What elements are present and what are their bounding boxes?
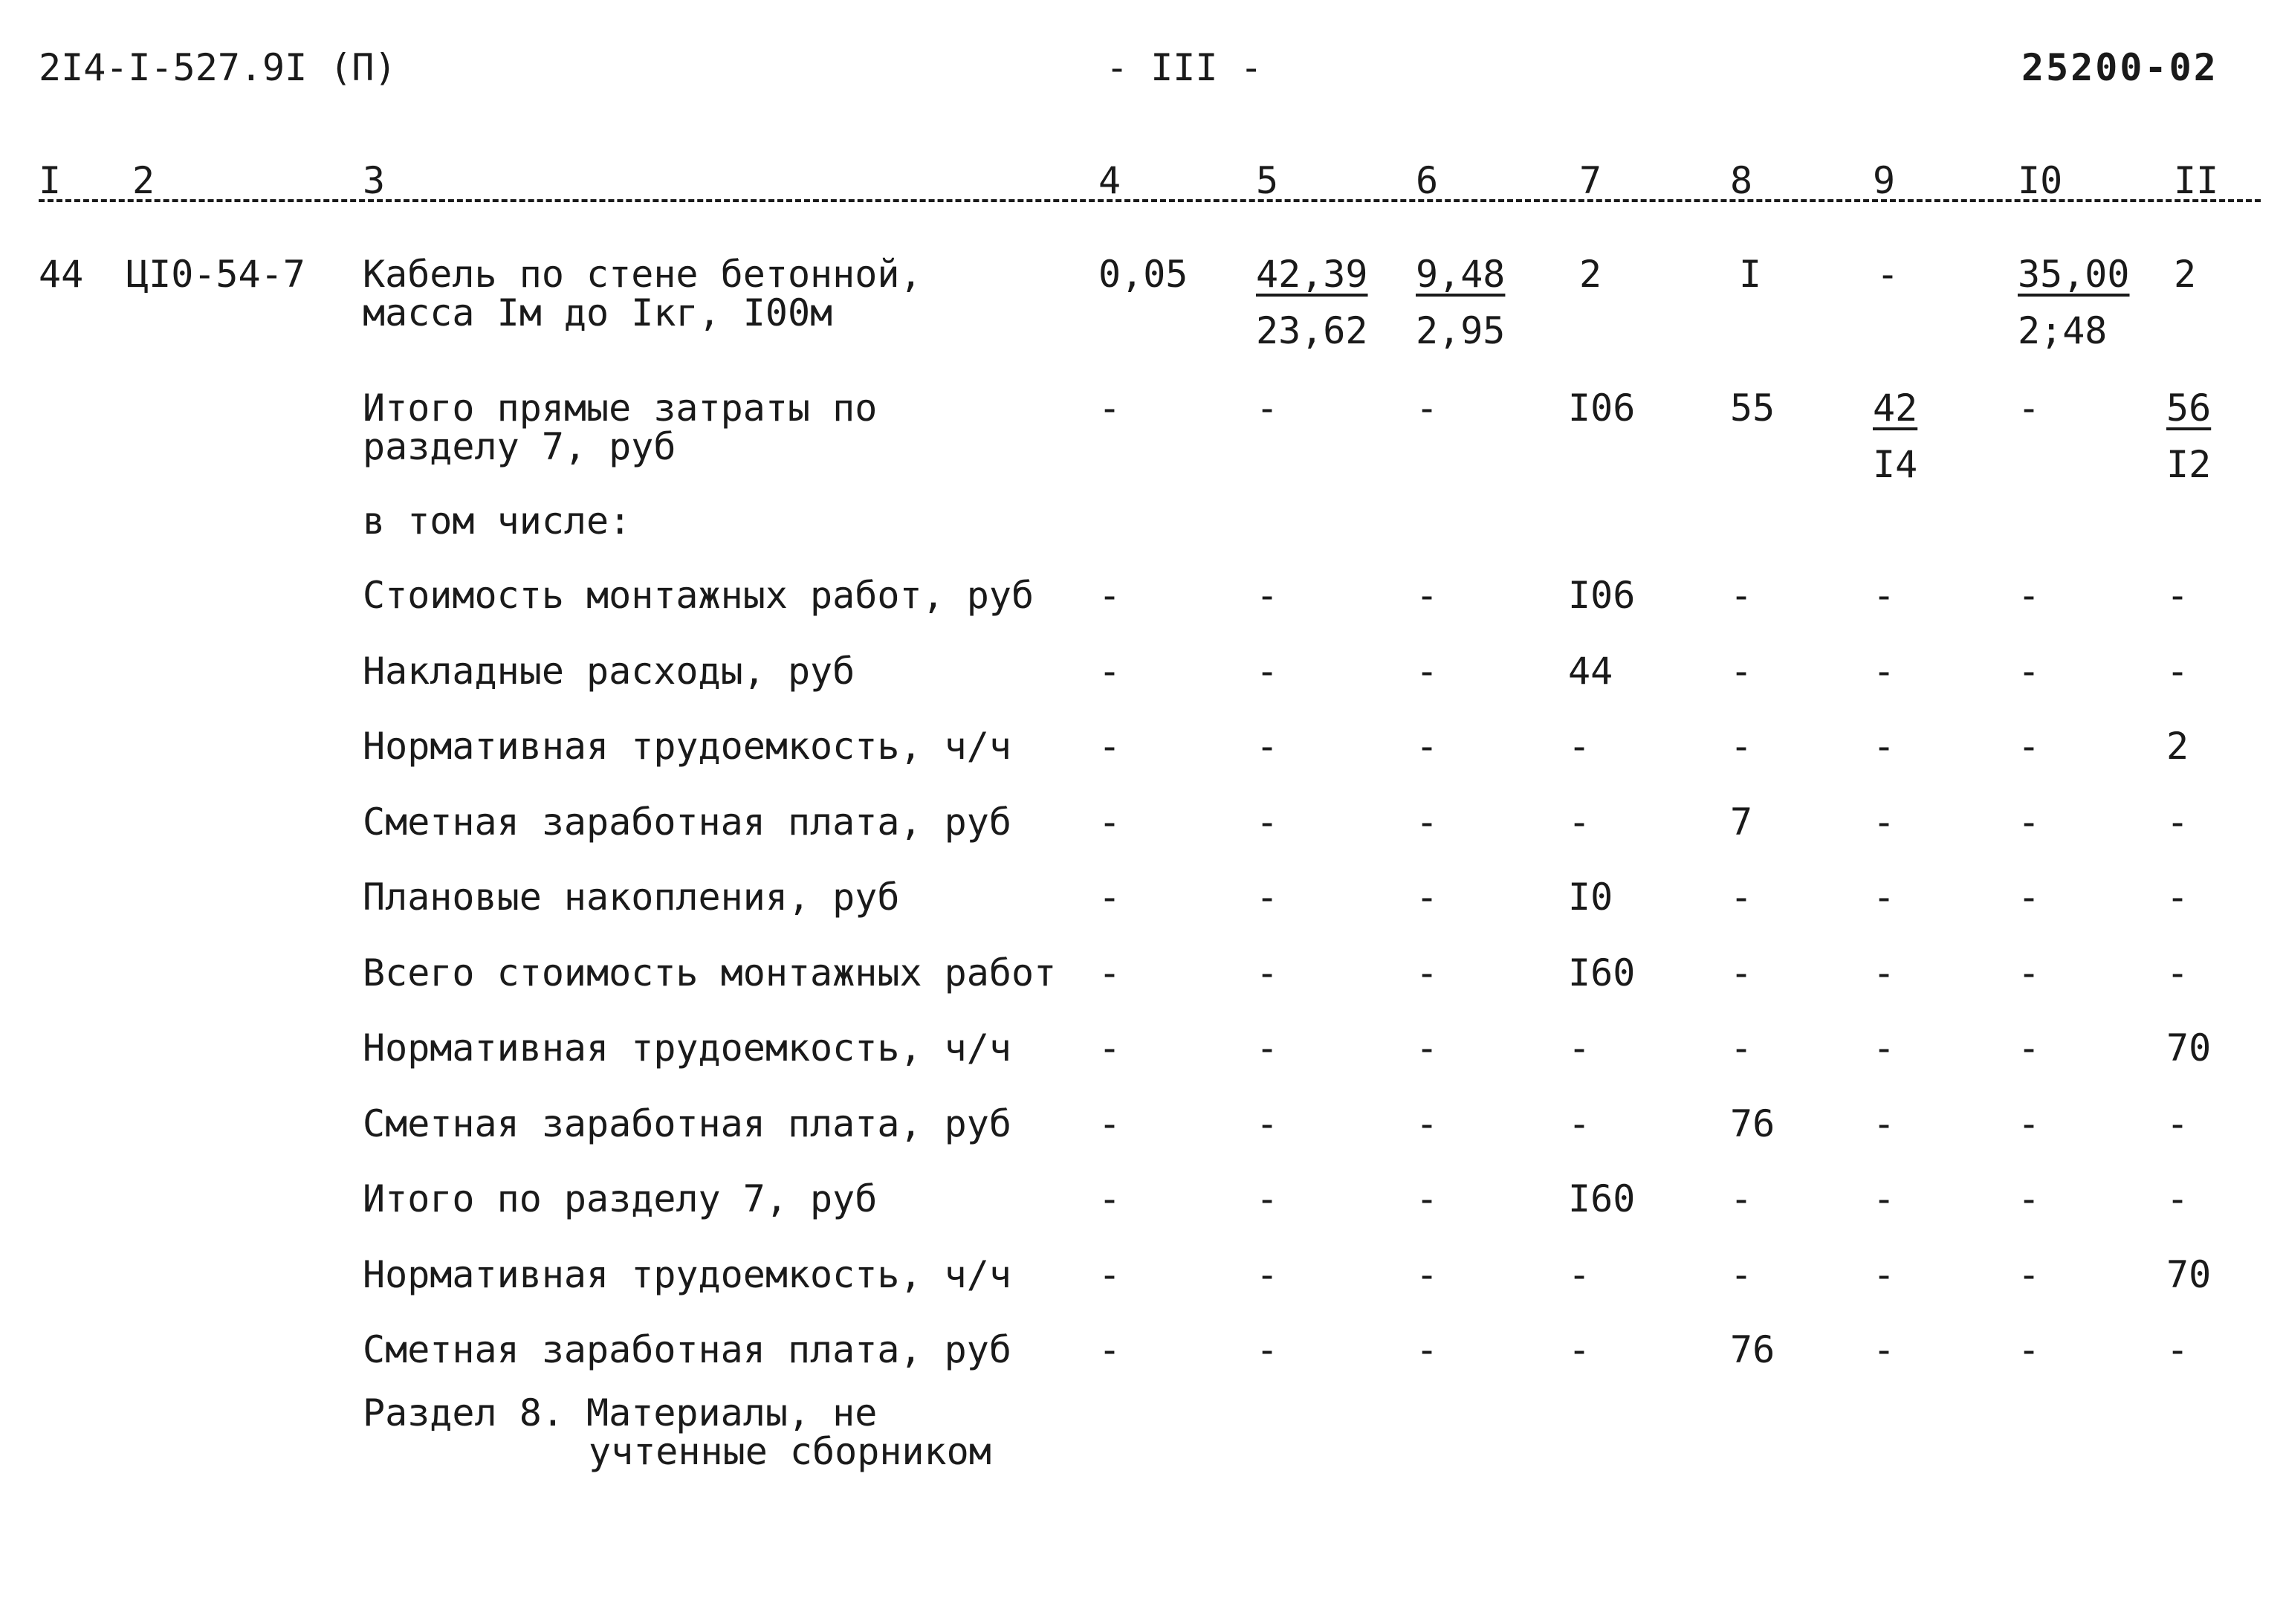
section-8-line1: Раздел 8. Материалы, не xyxy=(363,1391,878,1434)
total-direct-c10: - xyxy=(2018,386,2041,430)
item-c10-bottom: 2;48 xyxy=(2018,309,2108,352)
row-cell-c8: - xyxy=(1730,725,1753,768)
row-cell-c11: - xyxy=(2166,1177,2189,1220)
row-cell-c6: - xyxy=(1416,1177,1439,1220)
row-cell-c6: - xyxy=(1416,876,1439,919)
row-cell-c10: - xyxy=(2018,951,2041,994)
row-cell-c7: - xyxy=(1568,1102,1591,1145)
row-cell-c5: - xyxy=(1256,1102,1279,1145)
row-label: Нормативная трудоемкость, ч/ч xyxy=(363,725,1011,768)
row-cell-c6: - xyxy=(1416,1026,1439,1070)
item-c10-top: 35,00 xyxy=(2018,253,2130,296)
row-label: Накладные расходы, руб xyxy=(363,650,855,693)
row-cell-c5: - xyxy=(1256,1177,1279,1220)
row-cell-c4: - xyxy=(1098,1253,1121,1296)
row-cell-c10: - xyxy=(2018,650,2041,693)
page-number: - III - xyxy=(1106,46,1263,89)
row-cell-c6: - xyxy=(1416,1328,1439,1371)
item-code: ЦI0-54-7 xyxy=(126,253,305,296)
row-cell-c4: - xyxy=(1098,725,1121,768)
row-cell-c8: - xyxy=(1730,1253,1753,1296)
row-cell-c8: - xyxy=(1730,650,1753,693)
row-cell-c11: - xyxy=(2166,951,2189,994)
row-cell-c5: - xyxy=(1256,800,1279,844)
row-cell-c8: - xyxy=(1730,876,1753,919)
row-cell-c11: 70 xyxy=(2166,1253,2212,1296)
row-cell-c7: I06 xyxy=(1568,574,1636,617)
row-cell-c7: I0 xyxy=(1568,876,1613,919)
row-cell-c4: - xyxy=(1098,650,1121,693)
row-label: Стоимость монтажных работ, руб xyxy=(363,574,1034,617)
total-direct-c6: - xyxy=(1416,386,1439,430)
col-header-7: 7 xyxy=(1579,159,1602,202)
row-cell-c7: I60 xyxy=(1568,1177,1636,1220)
row-cell-c10: - xyxy=(2018,800,2041,844)
archive-stamp: 25200-02 xyxy=(2021,46,2218,89)
row-cell-c9: - xyxy=(1873,725,1896,768)
row-label: Сметная заработная плата, руб xyxy=(363,800,1011,844)
row-cell-c6: - xyxy=(1416,1253,1439,1296)
col-header-3: 3 xyxy=(363,159,386,202)
row-cell-c11: - xyxy=(2166,876,2189,919)
item-c8: I xyxy=(1739,253,1762,296)
total-direct-c11-top: 56 xyxy=(2166,386,2212,430)
item-quantity: 0,05 xyxy=(1098,253,1188,296)
row-cell-c4: - xyxy=(1098,800,1121,844)
row-cell-c7: - xyxy=(1568,800,1591,844)
item-c5-bottom: 23,62 xyxy=(1256,309,1368,352)
total-direct-c9-bottom: I4 xyxy=(1873,443,1918,486)
row-cell-c9: - xyxy=(1873,800,1896,844)
row-cell-c7: - xyxy=(1568,725,1591,768)
total-direct-c11-bottom: I2 xyxy=(2166,443,2212,486)
item-c6-top: 9,48 xyxy=(1416,253,1506,296)
row-cell-c10: - xyxy=(2018,1177,2041,1220)
row-cell-c8: 76 xyxy=(1730,1328,1775,1371)
total-direct-c8: 55 xyxy=(1730,386,1775,430)
document-code: 2I4-I-527.9I (П) xyxy=(39,46,397,89)
row-label: Нормативная трудоемкость, ч/ч xyxy=(363,1026,1011,1070)
total-direct-c5: - xyxy=(1256,386,1279,430)
row-label: Нормативная трудоемкость, ч/ч xyxy=(363,1253,1011,1296)
row-cell-c4: - xyxy=(1098,1102,1121,1145)
row-label: Всего стоимость монтажных работ xyxy=(363,951,1057,994)
col-header-4: 4 xyxy=(1098,159,1121,202)
item-c11: 2 xyxy=(2174,253,2197,296)
row-cell-c10: - xyxy=(2018,1253,2041,1296)
row-cell-c5: - xyxy=(1256,1328,1279,1371)
total-direct-c9-top: 42 xyxy=(1873,386,1918,430)
row-cell-c9: - xyxy=(1873,650,1896,693)
row-cell-c5: - xyxy=(1256,650,1279,693)
row-cell-c10: - xyxy=(2018,1328,2041,1371)
row-cell-c11: 70 xyxy=(2166,1026,2212,1070)
row-cell-c7: - xyxy=(1568,1328,1591,1371)
row-cell-c5: - xyxy=(1256,951,1279,994)
row-cell-c10: - xyxy=(2018,876,2041,919)
row-cell-c7: 44 xyxy=(1568,650,1613,693)
col-header-5: 5 xyxy=(1256,159,1279,202)
header-dashed-rule xyxy=(39,199,2261,202)
row-cell-c9: - xyxy=(1873,1177,1896,1220)
total-direct-c4: - xyxy=(1098,386,1121,430)
row-cell-c11: 2 xyxy=(2166,725,2189,768)
row-cell-c8: 7 xyxy=(1730,800,1753,844)
item-description-line2: масса Iм до Iкг, I00м xyxy=(363,291,833,334)
row-cell-c5: - xyxy=(1256,725,1279,768)
row-cell-c5: - xyxy=(1256,876,1279,919)
row-cell-c4: - xyxy=(1098,1328,1121,1371)
row-cell-c11: - xyxy=(2166,1102,2189,1145)
row-cell-c4: - xyxy=(1098,574,1121,617)
including-label: в том числе: xyxy=(363,499,632,543)
col-header-1: I xyxy=(39,159,62,202)
row-cell-c9: - xyxy=(1873,1102,1896,1145)
col-header-2: 2 xyxy=(132,159,155,202)
row-cell-c9: - xyxy=(1873,574,1896,617)
row-cell-c5: - xyxy=(1256,1026,1279,1070)
row-cell-c8: 76 xyxy=(1730,1102,1775,1145)
row-cell-c6: - xyxy=(1416,800,1439,844)
row-label: Плановые накопления, руб xyxy=(363,876,900,919)
item-description-line1: Кабель по стене бетонной, xyxy=(363,253,922,296)
row-cell-c7: - xyxy=(1568,1026,1591,1070)
item-number: 44 xyxy=(39,253,84,296)
row-cell-c8: - xyxy=(1730,951,1753,994)
row-cell-c10: - xyxy=(2018,574,2041,617)
item-c6-bottom: 2,95 xyxy=(1416,309,1506,352)
row-cell-c5: - xyxy=(1256,574,1279,617)
row-cell-c11: - xyxy=(2166,574,2189,617)
row-cell-c8: - xyxy=(1730,1026,1753,1070)
row-cell-c9: - xyxy=(1873,1328,1896,1371)
col-header-11: II xyxy=(2174,159,2219,202)
row-cell-c6: - xyxy=(1416,1102,1439,1145)
row-cell-c9: - xyxy=(1873,951,1896,994)
row-cell-c9: - xyxy=(1873,1026,1896,1070)
section-8-line2: учтенные сборником xyxy=(589,1430,991,1473)
row-cell-c11: - xyxy=(2166,1328,2189,1371)
row-cell-c4: - xyxy=(1098,876,1121,919)
row-cell-c6: - xyxy=(1416,951,1439,994)
row-cell-c10: - xyxy=(2018,1026,2041,1070)
row-cell-c6: - xyxy=(1416,650,1439,693)
row-cell-c6: - xyxy=(1416,725,1439,768)
row-cell-c4: - xyxy=(1098,951,1121,994)
col-header-10: I0 xyxy=(2018,159,2063,202)
row-label: Итого по разделу 7, руб xyxy=(363,1177,878,1220)
row-cell-c5: - xyxy=(1256,1253,1279,1296)
row-cell-c11: - xyxy=(2166,800,2189,844)
item-c7: 2 xyxy=(1579,253,1602,296)
row-cell-c4: - xyxy=(1098,1177,1121,1220)
row-label: Сметная заработная плата, руб xyxy=(363,1328,1011,1371)
row-label: Сметная заработная плата, руб xyxy=(363,1102,1011,1145)
row-cell-c11: - xyxy=(2166,650,2189,693)
row-cell-c6: - xyxy=(1416,574,1439,617)
row-cell-c10: - xyxy=(2018,1102,2041,1145)
total-direct-label-line2: разделу 7, руб xyxy=(363,425,676,468)
row-cell-c7: - xyxy=(1568,1253,1591,1296)
item-c9: - xyxy=(1876,253,1900,296)
row-cell-c8: - xyxy=(1730,574,1753,617)
col-header-8: 8 xyxy=(1730,159,1753,202)
item-c5-top: 42,39 xyxy=(1256,253,1368,296)
row-cell-c9: - xyxy=(1873,1253,1896,1296)
row-cell-c7: I60 xyxy=(1568,951,1636,994)
col-header-9: 9 xyxy=(1873,159,1896,202)
row-cell-c4: - xyxy=(1098,1026,1121,1070)
col-header-6: 6 xyxy=(1416,159,1439,202)
total-direct-c7: I06 xyxy=(1568,386,1636,430)
row-cell-c10: - xyxy=(2018,725,2041,768)
total-direct-label-line1: Итого прямые затраты по xyxy=(363,386,878,430)
row-cell-c9: - xyxy=(1873,876,1896,919)
row-cell-c8: - xyxy=(1730,1177,1753,1220)
